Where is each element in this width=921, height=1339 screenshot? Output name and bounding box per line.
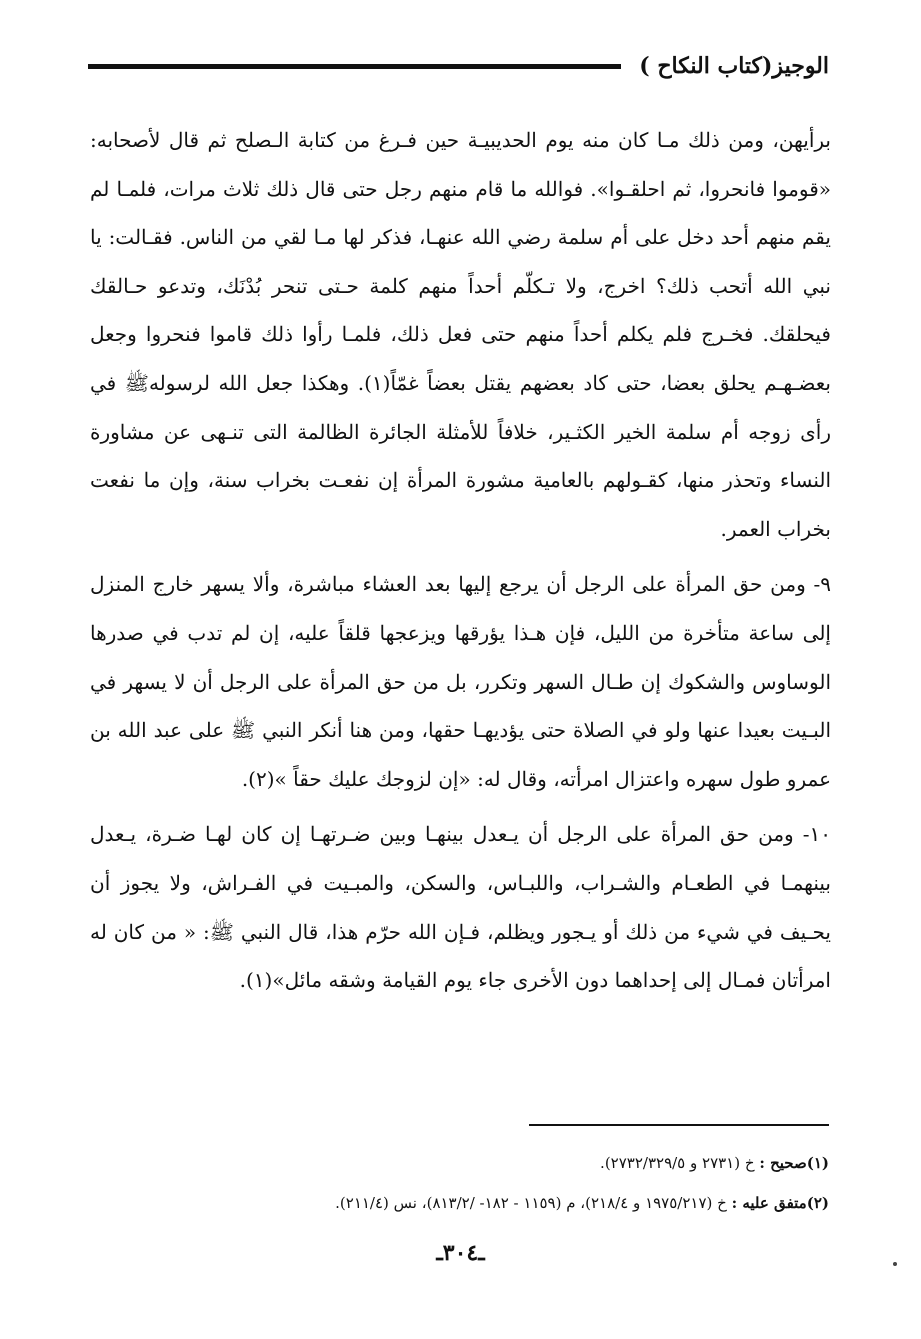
footnote [90, 1183, 829, 1223]
footnotes [90, 1143, 829, 1223]
paragraph: برأيهن، ومن ذلك مـا كان منه يوم الحديبيـة حين فـرغ من كتابة الـصلح ثم قال لأصحابه: «قوموا فانحروا، ثم احلقـوا». فوالله ما قام منهم رجل حتى قال ذلك ثلاث مرات، فلمـا لم يقم منهم أحد دخل على أم سلمة رضي الله عنهـا، فذكر لها مـا لقي من الناس. فقـالت: يا نبي الله أتحب ذلك؟ اخرج، ولا تـكلّم أحداً منهم كلمة حـتى تنحر بُدْنَك، وتدعو حـالقك فيحلقك. فخـرج فلم يكلم أحداً منهم حتى فعل ذلك، فلمـا رأوا ذلك قاموا فنحروا وجعل بعضـهـم يحلق بعضا، حتى كاد بعضهم يقتل بعضاً غمّاً(١). وهكذا جعل الله لرسولهﷺ في رأى زوجه أم سلمة الخير الكثـير، خلافاً للأمثلة الجائرة الظالمة التى تنـهى عن مشاورة النساء وتحذر منها، كقـولهم بالعامية مشورة المرأة إن نفعـت بخراب سنة، وإن ما نفعت بخراب العمر. [90, 128, 831, 541]
running-header [88, 46, 829, 86]
footnote-text: خ (٢٧٣١ و ٢٧٣٢/٣٢٩/٥). [600, 1154, 760, 1172]
paragraph: ٩- ومن حق المرأة على الرجل أن يرجع إليها بعد العشاء مباشرة، وألا يسهر خارج المنزل إلى ساعة متأخرة من الليل، فإن هـذا يؤرقها ويزعجها قلقاً عليه، إن لم تدب في صدرها الوساوس والشكوك إن طـال السهر وتكرر، بل من حق المرأة على الرجل أن لا يسهر في البـيت بعيدا عنها ولو في الصلاة حتى يؤديهـا حقها، ومن هنا أنكر النبي ﷺ على عبد الله بن عمرو طول سهره واعتزال امرأته، وقال له: «إن لزوجك عليك حقاً »(٢). [90, 572, 831, 791]
header-rule [88, 64, 621, 69]
footnote-label: (١)صحيح : [759, 1154, 829, 1172]
main-text [90, 116, 831, 1005]
running-title: الوجيز(كتاب النكاح ) [639, 53, 829, 79]
footnote-label: (٢)متفق عليه : [731, 1194, 829, 1212]
scan-speck [893, 1262, 897, 1266]
page-number: ـ٣٠٤ـ [436, 1240, 485, 1266]
paragraph: ١٠- ومن حق المرأة على الرجل أن يـعدل بينهـا وبين ضـرتهـا إن كان لهـا ضـرة، يـعدل بينهمـا في الطعـام والشـراب، واللبـاس، والسكن، والمبـيت في الفـراش، ولا يجوز أن يحـيف في شيء من ذلك أو يـجور ويظلم، فـإن الله حرّم هذا، قال النبي ﷺ: « من كان له امرأتان فمـال إلى إحداهما دون الأخرى جاء يوم القيامة وشقه مائل»(١). [90, 822, 831, 993]
footnote [90, 1143, 829, 1183]
footnote-separator [529, 1124, 829, 1126]
footnote-text: خ (١٩٧٥/٢١٧ و ٢١٨/٤)، م (١١٥٩ - ١٨٢- /٨١٣/٢)، نس (٢١١/٤). [335, 1194, 732, 1212]
